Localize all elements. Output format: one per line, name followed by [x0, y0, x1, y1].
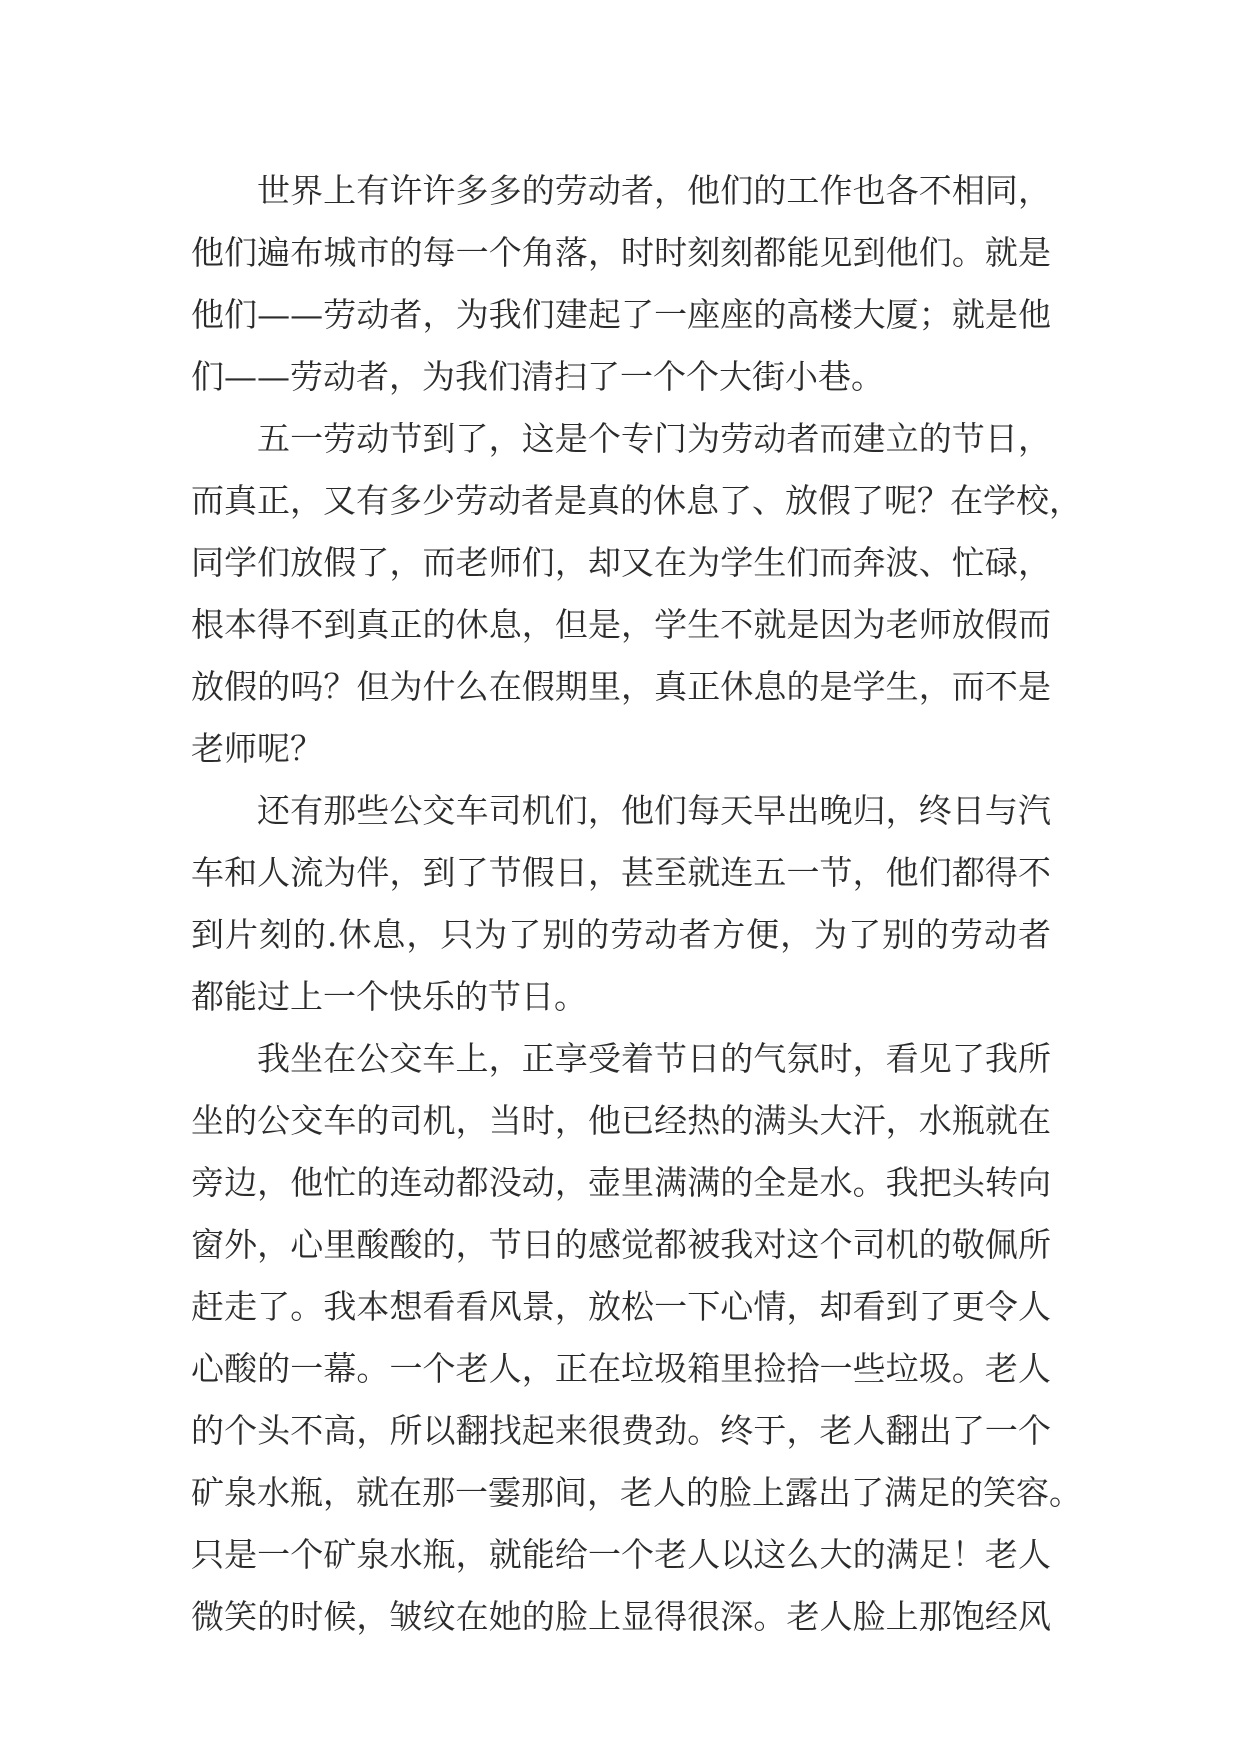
- paragraph-1-line-1: 世界上有许许多多的劳动者，他们的工作也各不相同，: [257, 171, 1051, 210]
- paragraph-4-line-5: 赶走了。我本想看看风景，放松一下心情，却看到了更令人: [191, 1287, 1051, 1326]
- paragraph-4-line-10: 微笑的时候，皱纹在她的脸上显得很深。老人脸上那饱经风: [191, 1597, 1051, 1636]
- paragraph-4-line-1: 我坐在公交车上，正享受着节日的气氛时，看见了我所: [257, 1039, 1051, 1078]
- paragraph-4-line-9: 只是一个矿泉水瓶，就能给一个老人以这么大的满足！老人: [191, 1535, 1051, 1574]
- paragraph-2-line-5: 放假的吗？但为什么在假期里，真正休息的是学生，而不是: [191, 667, 1051, 706]
- paragraph-3-line-2: 车和人流为伴，到了节假日，甚至就连五一节，他们都得不: [191, 853, 1051, 892]
- paragraph-2-line-3: 同学们放假了，而老师们，却又在为学生们而奔波、忙碌，: [191, 543, 1051, 582]
- paragraph-2-line-2: 而真正，又有多少劳动者是真的休息了、放假了呢？在学校，: [191, 481, 1082, 520]
- paragraph-1-line-3: 他们——劳动者，为我们建起了一座座的高楼大厦；就是他: [191, 295, 1051, 334]
- paragraph-4-line-2: 坐的公交车的司机，当时，他已经热的满头大汗，水瓶就在: [191, 1101, 1051, 1140]
- paragraph-4-line-7: 的个头不高，所以翻找起来很费劲。终于，老人翻出了一个: [191, 1411, 1051, 1450]
- paragraph-4-line-4: 窗外，心里酸酸的，节日的感觉都被我对这个司机的敬佩所: [191, 1225, 1051, 1264]
- paragraph-4-line-6: 心酸的一幕。一个老人，正在垃圾箱里捡拾一些垃圾。老人: [191, 1349, 1051, 1388]
- paragraph-2-line-4: 根本得不到真正的休息，但是，学生不就是因为老师放假而: [191, 605, 1051, 644]
- paragraph-3-line-1: 还有那些公交车司机们，他们每天早出晚归，终日与汽: [257, 791, 1051, 830]
- paragraph-4-line-8: 矿泉水瓶，就在那一霎那间，老人的脸上露出了满足的笑容。: [191, 1473, 1082, 1512]
- paragraph-1-line-2: 他们遍布城市的每一个角落，时时刻刻都能见到他们。就是: [191, 233, 1051, 272]
- paragraph-3-line-3: 到片刻的.休息，只为了别的劳动者方便，为了别的劳动者: [191, 915, 1051, 954]
- document-body: [191, 160, 1082, 1648]
- paragraph-2-line-1: 五一劳动节到了，这是个专门为劳动者而建立的节日，: [257, 419, 1051, 458]
- paragraph-1-line-4: 们——劳动者，为我们清扫了一个个大街小巷。: [191, 357, 884, 396]
- paragraph-2-line-6: 老师呢？: [191, 729, 323, 768]
- paragraph-3-line-4: 都能过上一个快乐的节日。: [191, 977, 587, 1016]
- paragraph-4-line-3: 旁边，他忙的连动都没动，壶里满满的全是水。我把头转向: [191, 1163, 1051, 1202]
